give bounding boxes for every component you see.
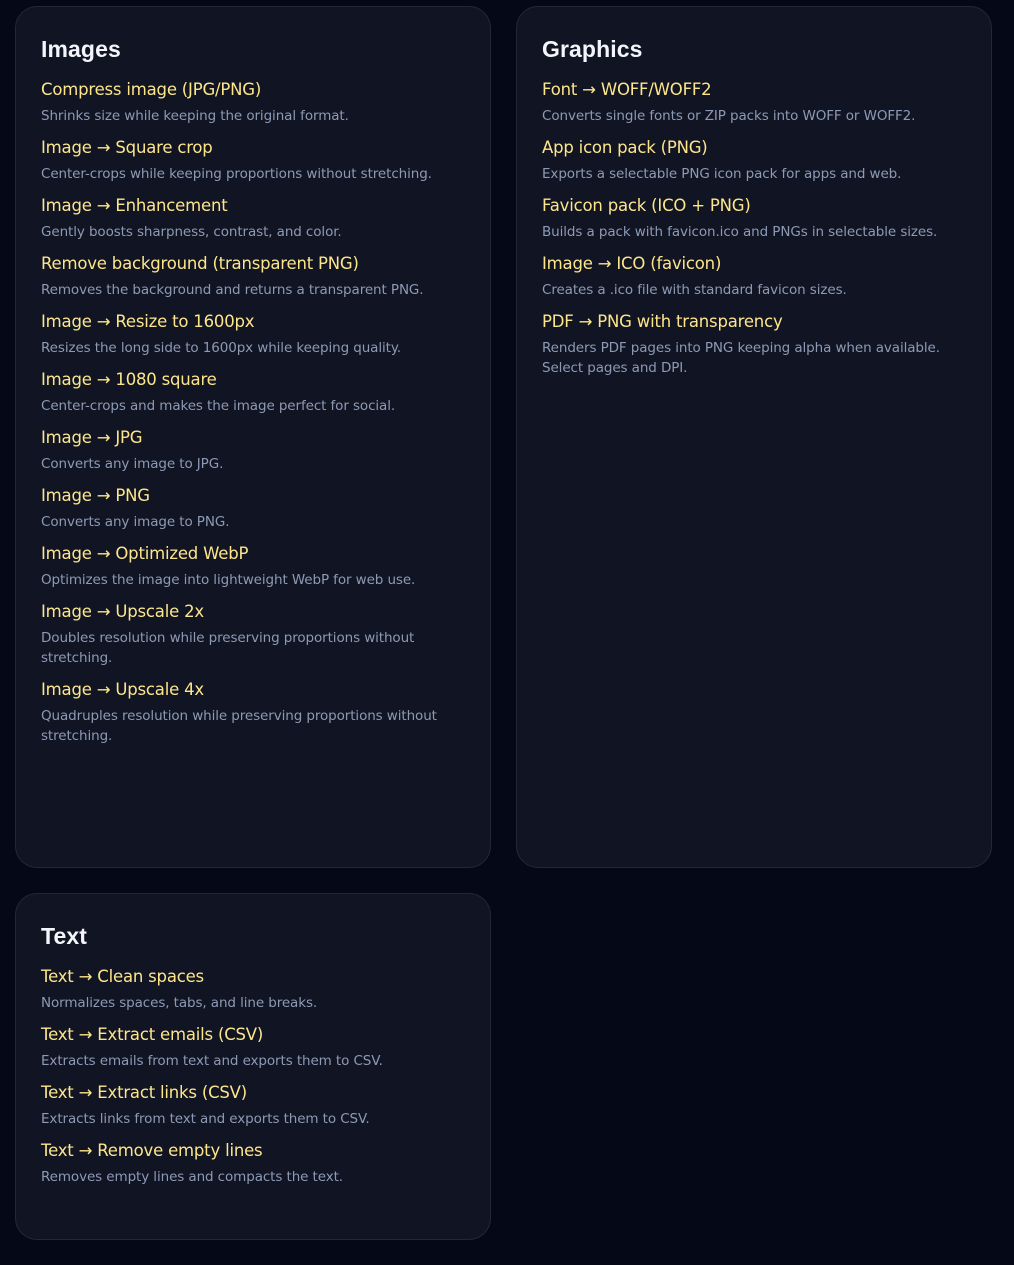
tool-title[interactable]: Image → Optimized WebP xyxy=(41,544,249,563)
tool-app-icon-pack[interactable] xyxy=(542,137,966,184)
tool-title[interactable]: Image → JPG xyxy=(41,428,143,447)
tool-description: Extracts links from text and exports them to CSV. xyxy=(41,1111,370,1127)
tool-enhancement[interactable] xyxy=(41,195,465,242)
tool-description: Shrinks size while keeping the original format. xyxy=(41,108,349,124)
tool-extract-links[interactable] xyxy=(41,1082,465,1129)
section-title-graphics: Graphics xyxy=(542,36,643,62)
tool-upscale-2x[interactable] xyxy=(41,601,465,668)
tool-title[interactable]: Image → Square crop xyxy=(41,138,213,157)
tool-extract-emails[interactable] xyxy=(41,1024,465,1071)
images-section-card xyxy=(15,6,491,868)
text-section-card xyxy=(15,893,491,1240)
tool-title[interactable]: Image → 1080 square xyxy=(41,370,217,389)
tool-title[interactable]: Compress image (JPG/PNG) xyxy=(41,80,262,99)
tool-font-woff[interactable] xyxy=(542,79,966,126)
tool-description: Converts any image to PNG. xyxy=(41,514,230,530)
tool-description: Center-crops and makes the image perfect for social. xyxy=(41,398,396,414)
tool-image-to-ico[interactable] xyxy=(542,253,966,300)
tool-title[interactable]: Image → Upscale 4x xyxy=(41,680,204,699)
tool-description: Center-crops while keeping proportions without stretching. xyxy=(41,166,432,182)
tool-pdf-to-png[interactable] xyxy=(542,311,966,378)
tool-resize-1600[interactable] xyxy=(41,311,465,358)
tool-title[interactable]: Image → Resize to 1600px xyxy=(41,312,255,331)
tool-title[interactable]: Image → ICO (favicon) xyxy=(542,254,722,273)
tool-description: Optimizes the image into lightweight WebP for web use. xyxy=(41,572,416,588)
tool-title[interactable]: Text → Remove empty lines xyxy=(41,1141,263,1160)
tool-title[interactable]: Text → Extract emails (CSV) xyxy=(41,1025,264,1044)
tool-compress-image[interactable] xyxy=(41,79,465,126)
tool-remove-empty-lines[interactable] xyxy=(41,1140,465,1187)
tool-description: Converts any image to JPG. xyxy=(41,456,224,472)
section-title-text: Text xyxy=(41,923,87,949)
graphics-section-card xyxy=(516,6,992,868)
tool-upscale-4x[interactable] xyxy=(41,679,465,746)
tool-title[interactable]: Image → Enhancement xyxy=(41,196,228,215)
tool-title[interactable]: Font → WOFF/WOFF2 xyxy=(542,80,712,99)
tool-description: Creates a .ico file with standard favicon sizes. xyxy=(542,282,847,298)
tool-description: Extracts emails from text and exports them to CSV. xyxy=(41,1053,383,1069)
tool-remove-background[interactable] xyxy=(41,253,465,300)
tool-title[interactable]: Remove background (transparent PNG) xyxy=(41,254,359,273)
tool-image-to-png[interactable] xyxy=(41,485,465,532)
tool-optimized-webp[interactable] xyxy=(41,543,465,590)
tool-title[interactable]: PDF → PNG with transparency xyxy=(542,312,783,331)
tool-description: Gently boosts sharpness, contrast, and color. xyxy=(41,224,342,240)
tool-favicon-pack[interactable] xyxy=(542,195,966,242)
tool-description: Removes the background and returns a transparent PNG. xyxy=(41,282,424,298)
tool-title[interactable]: Image → Upscale 2x xyxy=(41,602,204,621)
tool-title[interactable]: Text → Extract links (CSV) xyxy=(41,1083,248,1102)
tool-description: Quadruples resolution while preserving proportions without stretching. xyxy=(41,708,437,744)
tool-title[interactable]: Favicon pack (ICO + PNG) xyxy=(542,196,751,215)
tool-description: Removes empty lines and compacts the text. xyxy=(41,1169,343,1185)
section-title-images: Images xyxy=(41,36,121,62)
tool-description: Renders PDF pages into PNG keeping alpha when available. Select pages and DPI. xyxy=(542,340,940,376)
tool-title[interactable]: Image → PNG xyxy=(41,486,150,505)
tool-description: Builds a pack with favicon.ico and PNGs in selectable sizes. xyxy=(542,224,938,240)
tool-description: Normalizes spaces, tabs, and line breaks. xyxy=(41,995,318,1011)
tool-image-to-jpg[interactable] xyxy=(41,427,465,474)
tool-title[interactable]: Text → Clean spaces xyxy=(41,967,204,986)
tool-square-crop[interactable] xyxy=(41,137,465,184)
tool-description: Doubles resolution while preserving proportions without stretching. xyxy=(41,630,415,666)
tool-description: Exports a selectable PNG icon pack for apps and web. xyxy=(542,166,902,182)
tool-description: Converts single fonts or ZIP packs into WOFF or WOFF2. xyxy=(542,108,916,124)
tool-title[interactable]: App icon pack (PNG) xyxy=(542,138,708,157)
tool-1080-square[interactable] xyxy=(41,369,465,416)
tool-description: Resizes the long side to 1600px while keeping quality. xyxy=(41,340,401,356)
tool-clean-spaces[interactable] xyxy=(41,966,465,1013)
